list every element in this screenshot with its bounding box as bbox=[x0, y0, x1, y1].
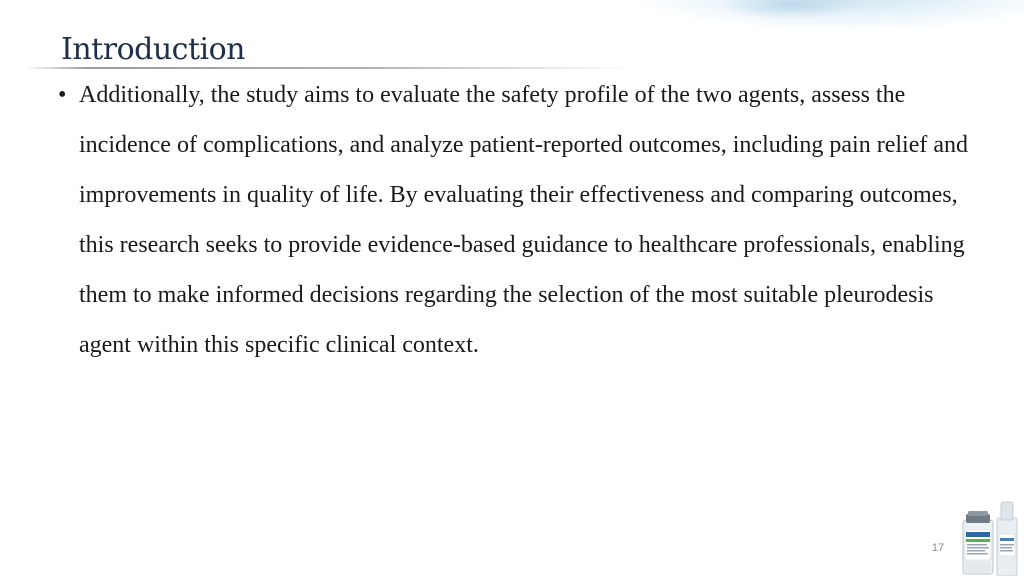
front-vial-icon bbox=[963, 511, 993, 574]
bullet-list bbox=[58, 70, 978, 370]
bullet-item: Additionally, the study aims to evaluate the safety profile of the two agents, assess the incidence of complications, and analyze patient-reported outcomes, including pain relief and improvements in quality of life. By evaluating their effectiveness and comparing outcomes, this research seeks to provide evidence-based guidance to healthcare professionals, enabling them to make informed decisions regarding the selection of the most suitable pleurodesis agent within this specific clinical context. bbox=[79, 82, 968, 358]
slide-title: Introduction bbox=[61, 32, 245, 67]
top-decorative-glow-accent bbox=[720, 0, 860, 20]
bullet-marker: • bbox=[58, 82, 67, 108]
title-underline bbox=[30, 67, 630, 69]
page-number: 17 bbox=[931, 542, 945, 554]
medicine-vials-icon bbox=[955, 498, 1024, 576]
back-vial-icon bbox=[997, 502, 1017, 576]
